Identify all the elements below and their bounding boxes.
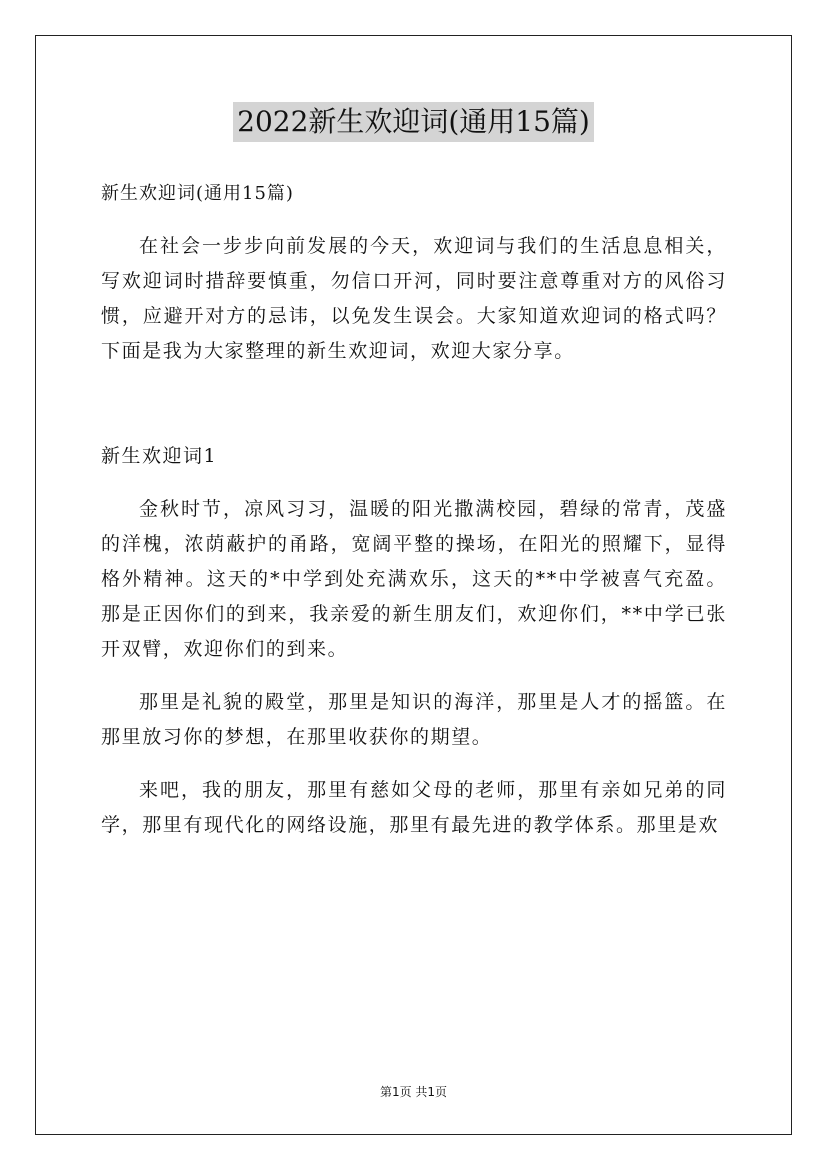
document-subtitle: 新生欢迎词(通用15篇) <box>101 183 294 204</box>
spacer <box>101 369 727 439</box>
document-body <box>101 176 727 843</box>
spacer <box>101 667 727 685</box>
document-title: 2022新生欢迎词(通用15篇) <box>233 102 594 142</box>
body-paragraph: 来吧，我的朋友，那里有慈如父母的老师，那里有亲如兄弟的同学，那里有现代化的网络设施，那里有最先进的教学体系。那里是欢 <box>101 779 727 836</box>
section-heading: 新生欢迎词1 <box>101 445 218 467</box>
page-footer: 第1页 共1页 <box>379 1085 448 1099</box>
body-paragraph: 那里是礼貌的殿堂，那里是知识的海洋，那里是人才的摇篮。在那里放习你的梦想，在那里收获你的期望。 <box>101 691 727 748</box>
title-container <box>0 102 827 142</box>
spacer <box>101 474 727 492</box>
body-paragraph: 金秋时节，凉风习习，温暖的阳光撒满校园，碧绿的常青，茂盛的洋槐，浓荫蔽护的甬路，宽阔平整的操场，在阳光的照耀下，显得格外精神。这天的*中学到处充满欢乐，这天的**中学被喜气充盈。那是正因你们的到来，我亲爱的新生朋友们，欢迎你们，**中学已张开双臂，欢迎你们的到来。 <box>101 498 727 660</box>
spacer <box>101 211 727 229</box>
spacer <box>101 755 727 773</box>
intro-paragraph: 在社会一步步向前发展的今天，欢迎词与我们的生活息息相关，写欢迎词时措辞要慎重，勿信口开河，同时要注意尊重对方的风俗习惯，应避开对方的忌讳，以免发生误会。大家知道欢迎词的格式吗？下面是我为大家整理的新生欢迎词，欢迎大家分享。 <box>101 235 727 362</box>
